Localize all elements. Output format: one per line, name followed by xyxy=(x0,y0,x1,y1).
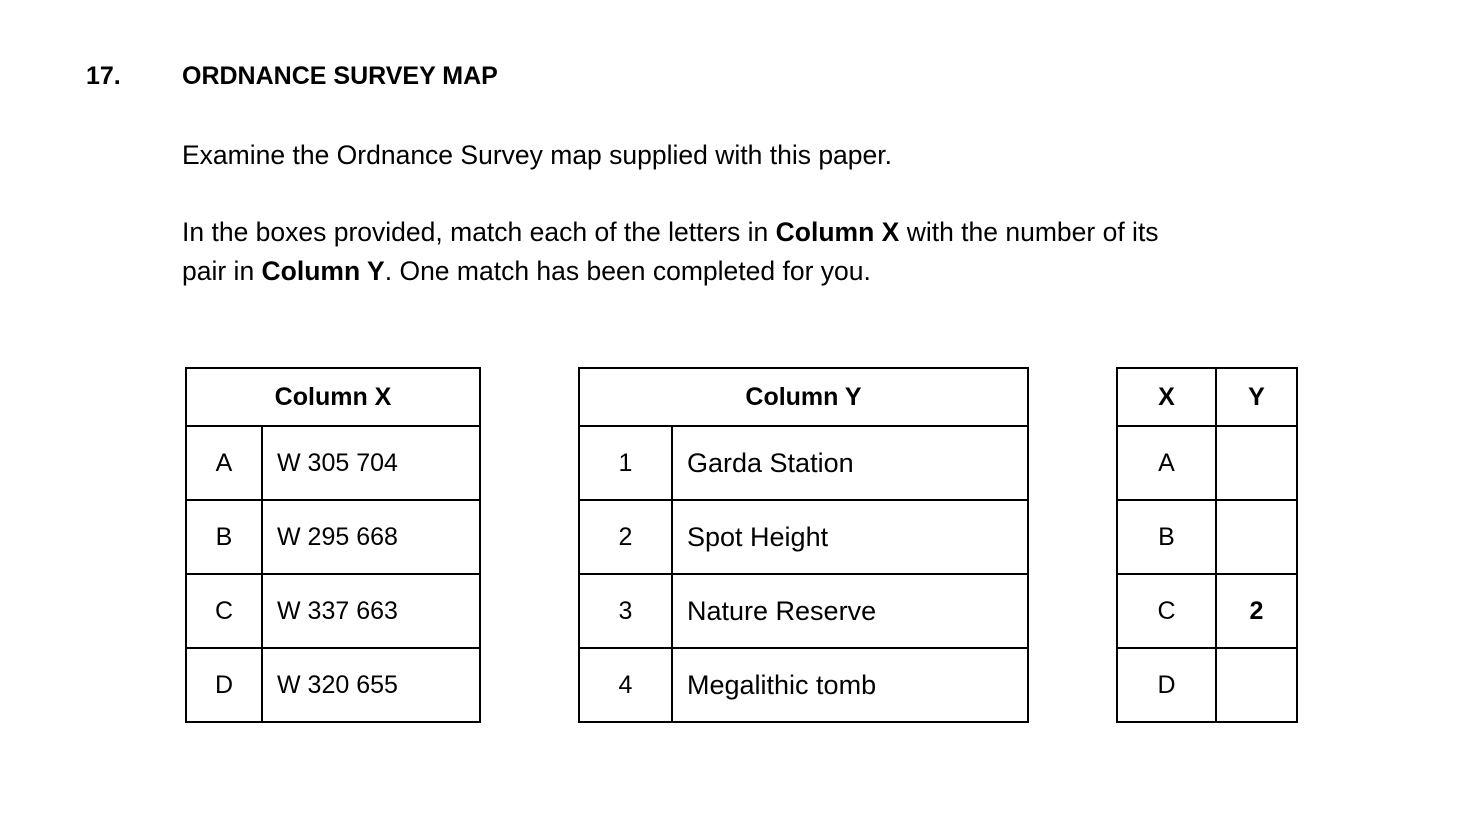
answer-letter: D xyxy=(1117,648,1216,722)
table-row xyxy=(579,574,1028,648)
map-feature: Garda Station xyxy=(672,426,1028,500)
instruction-text: with the number of its xyxy=(899,217,1159,247)
row-letter: A xyxy=(186,426,262,500)
table-row xyxy=(1117,426,1297,500)
grid-reference: W 337 663 xyxy=(262,574,480,648)
row-letter: C xyxy=(186,574,262,648)
row-letter: B xyxy=(186,500,262,574)
table-row xyxy=(1117,648,1297,722)
table-row xyxy=(186,648,480,722)
answer-box[interactable]: 2 xyxy=(1216,574,1297,648)
grid-reference: W 305 704 xyxy=(262,426,480,500)
answer-header-x: X xyxy=(1117,368,1216,426)
row-number: 2 xyxy=(579,500,672,574)
column-y-table xyxy=(578,367,1029,723)
row-number: 3 xyxy=(579,574,672,648)
question-number: 17. xyxy=(86,62,121,90)
answer-table xyxy=(1116,367,1298,723)
column-y-header: Column Y xyxy=(579,368,1028,426)
answer-letter: B xyxy=(1117,500,1216,574)
answer-box[interactable] xyxy=(1216,426,1297,500)
map-feature: Megalithic tomb xyxy=(672,648,1028,722)
grid-reference: W 295 668 xyxy=(262,500,480,574)
answer-header-y: Y xyxy=(1216,368,1297,426)
instruction-bold-text: Column Y xyxy=(261,256,385,286)
question-title: ORDNANCE SURVEY MAP xyxy=(182,62,498,90)
table-row xyxy=(579,648,1028,722)
table-row xyxy=(186,574,480,648)
map-feature: Nature Reserve xyxy=(672,574,1028,648)
instruction-text: In the boxes provided, match each of the letters in xyxy=(182,217,776,247)
row-number: 4 xyxy=(579,648,672,722)
instruction-bold-text: Column X xyxy=(775,217,900,247)
answer-box[interactable] xyxy=(1216,648,1297,722)
instruction-paragraph-2 xyxy=(182,213,1159,291)
map-feature: Spot Height xyxy=(672,500,1028,574)
table-row xyxy=(579,426,1028,500)
instruction-text: . One match has been completed for you. xyxy=(384,256,871,286)
row-letter: D xyxy=(186,648,262,722)
table-row xyxy=(186,500,480,574)
table-row xyxy=(579,500,1028,574)
answer-box[interactable] xyxy=(1216,500,1297,574)
row-number: 1 xyxy=(579,426,672,500)
table-row xyxy=(1117,574,1297,648)
column-x-table xyxy=(185,367,481,723)
answer-letter: A xyxy=(1117,426,1216,500)
instruction-paragraph-1: Examine the Ordnance Survey map supplied with this paper. xyxy=(182,140,893,170)
table-row xyxy=(1117,500,1297,574)
grid-reference: W 320 655 xyxy=(262,648,480,722)
instruction-text: pair in xyxy=(182,256,262,286)
table-row xyxy=(186,426,480,500)
column-x-header: Column X xyxy=(186,368,480,426)
answer-letter: C xyxy=(1117,574,1216,648)
